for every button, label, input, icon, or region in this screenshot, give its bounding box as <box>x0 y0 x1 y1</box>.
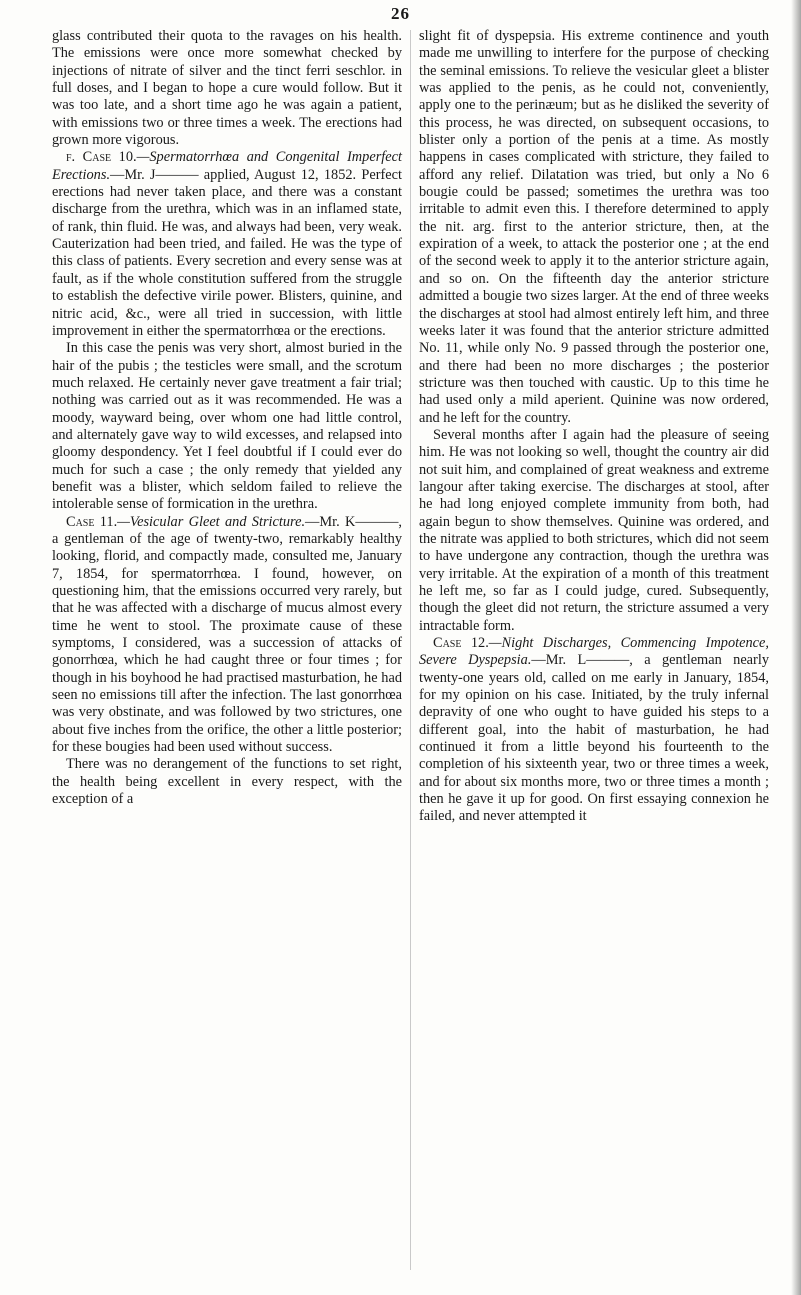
paragraph-continuation: glass contributed their quota to the ravages on his health. The emissions were once more somewhat checked by injections of nitrate of silver and the tinct ferri seschlor. in full doses, and I began to hope a cure would follow. But it was too late, and a short time ago he was again a patient, with emissions two or three times a week. The erections had grown more vigorous. <box>52 28 402 149</box>
case-10-label: f. Case 10. <box>66 149 137 166</box>
paragraph-case-11-functions: There was no derangement of the functions to set right, the health being excellent in every respect, with the exception of a <box>52 756 402 808</box>
case-12-title: —Night Discharges, Commencing Impotence, Severe Dyspepsia. <box>419 635 769 669</box>
case-11-body: —Mr. K———, a gentleman of the age of twenty-two, remarkably healthy looking, florid, and compactly made, consulted me, January 7, 1854, for spermatorrhœa. I found, however, on questioning him, that the emissions occurred very rarely, but that he was affected with a discharge of mucus almost every time he went to stool. The proximate cause of these symptoms, I considered, was a succession of attacks of gonorrhœa, which he had caught three or four times ; for though in his boyhood he had practised masturbation, he had seen no emissions till after the infection. The last gonorrhœa was very obstinate, and was followed by two strictures, one about five inches from the orifice, the other a little posterior; for these bougies had been used without success. <box>52 513 402 756</box>
page-edge-shadow <box>791 0 801 1295</box>
case-11-title: —Vesicular Gleet and Stricture. <box>117 513 306 530</box>
paragraph-case-11-followup: Several months after I again had the pleasure of seeing him. He was not looking so well, thought the country air did not suit him, and complained of great weakness and extreme langour after taking exercise. The discharges at stool, after he had long enjoyed complete immunity from both, had again begun to show themselves. Quinine was ordered, and the nitrate was applied to both strictures, which did not seem to have undergone any contraction, though the urethra was very irritable. At the expiration of a month of this treatment he left me, so far as I could judge, cured. Subsequently, though the gleet did not return, the stricture assumed a very intractable form. <box>419 426 769 634</box>
page-number: 26 <box>391 4 410 23</box>
case-12-paragraph <box>419 635 769 826</box>
case-12-label: Case 12. <box>433 635 489 652</box>
right-column <box>419 28 769 826</box>
paragraph-case-11-treatment: slight fit of dyspepsia. His extreme continence and youth made me unwilling to interfere for the purpose of checking the seminal emissions. To relieve the vesicular gleet a blister was applied to the penis, as he could not, conveniently, apply one to the perinæum; but as he disliked the severity of this process, he was directed, on subsequent occasions, to blister only a portion of the penis at a time. As mostly happens in cases complicated with stricture, they failed to afford any relief. Dilatation was tried, but only a No 6 bougie could be passed; sometimes the urethra was too irritable to admit even this. I therefore determined to apply the nit. arg. first to the anterior stricture, then, at the expiration of a week, to attack the posterior one ; at the end of the second week to apply it to the anterior stricture again, and so on. On the fifteenth day the anterior stricture admitted a bougie two sizes larger. At the end of three weeks the discharges at stool had almost entirely left him, and three weeks later it was found that the anterior stricture admitted No. 11, while only No. 9 passed through the posterior one, and there had been no more discharges ; the posterior stricture was then touched with caustic. Up to this time he had used only a mild aperient. Quinine was now ordered, and he left for the country. <box>419 28 769 426</box>
case-10-body: —Mr. J——— applied, August 12, 1852. Perfect erections had never taken place, and there was a constant discharge from the urethra, which was in an inflamed state, of rank, thin fluid. He was, and always had been, very weak. Cauterization had been tried, and failed. He was the type of this class of patients. Every secretion and every sense was at fault, as if the whole constitution suffered from the struggle to establish the defective virile power. Blisters, quinine, and nitric acid, &c., were all tried in succession, with little improvement in either the spermatorrhœa or the erections. <box>52 166 402 339</box>
case-11-label: Case 11. <box>66 513 118 530</box>
case-12-body: —Mr. L———, a gentleman nearly twenty-one years old, called on me early in January, 1854, for my opinion on his case. Initiated, by the truly infernal depravity of one who ought to have guided his steps to a different goal, into the habit of masturbation, he had continued it from a little beyond his fourteenth to the completion of his sixteenth year, two or three times a week, and for about six months more, two or three times a month ; then he gave it up for good. On first essaying connexion he failed, and never attempted it <box>419 652 769 825</box>
case-10-title: —Spermatorrhœa and Congenital Imperfect Erections. <box>52 149 402 183</box>
left-column <box>52 28 402 808</box>
paragraph-case-10-detail: In this case the penis was very short, almost buried in the hair of the pubis ; the testicles were small, and the scrotum much relaxed. He certainly never gave treatment a fair trial; nothing was carried out as it was recommended. He was a moody, wayward being, over whom one had little control, and alternately gave way to wild excesses, and relapsed into gloomy despondency. Yet I feel doubtful if I could ever do much for such a case ; the only remedy that yielded any benefit was a blister, which seldom failed to relieve the intolerable sense of formication in the urethra. <box>52 340 402 513</box>
case-11-paragraph <box>52 514 402 757</box>
case-10-paragraph <box>52 149 402 340</box>
column-divider <box>410 30 411 1270</box>
